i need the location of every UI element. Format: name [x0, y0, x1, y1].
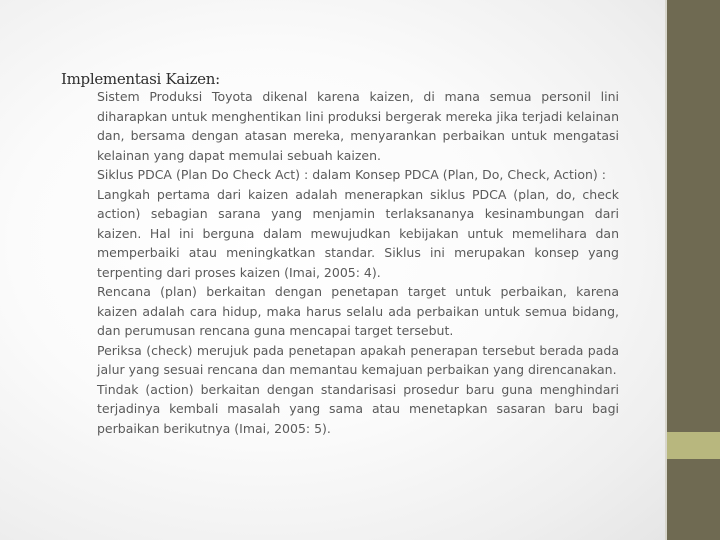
side-bar-lower-block — [665, 459, 720, 540]
paragraph-first-step: Langkah pertama dari kaizen adalah menerapkan siklus PDCA (plan, do, check action) sebagian sarana yang menjamin terlaksananya kesinambungan dari kaizen. Hal ini berguna dalam mewujudkan kebijakan untuk memelihara dan memperbaiki atau meningkatkan standar. Siklus ini merupakan konsep yang terpenting dari proses kaizen (Imai, 2005: 4). — [97, 186, 619, 280]
side-bar-accent-stripe — [665, 432, 720, 459]
decorative-side-bar — [665, 0, 720, 540]
slide-title: Implementasi Kaizen: — [61, 70, 220, 88]
paragraph-check: Periksa (check) merujuk pada penetapan apakah penerapan tersebut berada pada jalur yang sesuai rencana dan memantau kemajuan perbaikan yang direncanakan. — [97, 342, 619, 377]
slide-body — [97, 87, 619, 438]
paragraph-pdca-cycle-intro: Siklus PDCA (Plan Do Check Act) : dalam Konsep PDCA (Plan, Do, Check, Action) : — [97, 167, 606, 182]
side-bar-upper-block — [665, 0, 720, 432]
paragraph-plan: Rencana (plan) berkaitan dengan penetapan target untuk perbaikan, karena kaizen adalah cara hidup, maka harus selalu ada perbaikan untuk semua bidang, dan perumusan rencana guna mencapai target tersebut. — [97, 284, 619, 338]
paragraph-action: Tindak (action) berkaitan dengan standarisasi prosedur baru guna menghindari terjadinya kembali masalah yang sama atau menetapkan sasaran baru bagi perbaikan berikutnya (Imai, 2005: 5). — [97, 381, 619, 436]
paragraph-toyota-production-system: Sistem Produksi Toyota dikenal karena kaizen, di mana semua personil lini diharapkan untuk menghentikan lini produksi bergerak mereka jika terjadi kelainan dan, bersama dengan atasan mereka, menyarankan perbaikan untuk mengatasi kelainan yang dapat memulai sebuah kaizen. — [97, 89, 619, 163]
